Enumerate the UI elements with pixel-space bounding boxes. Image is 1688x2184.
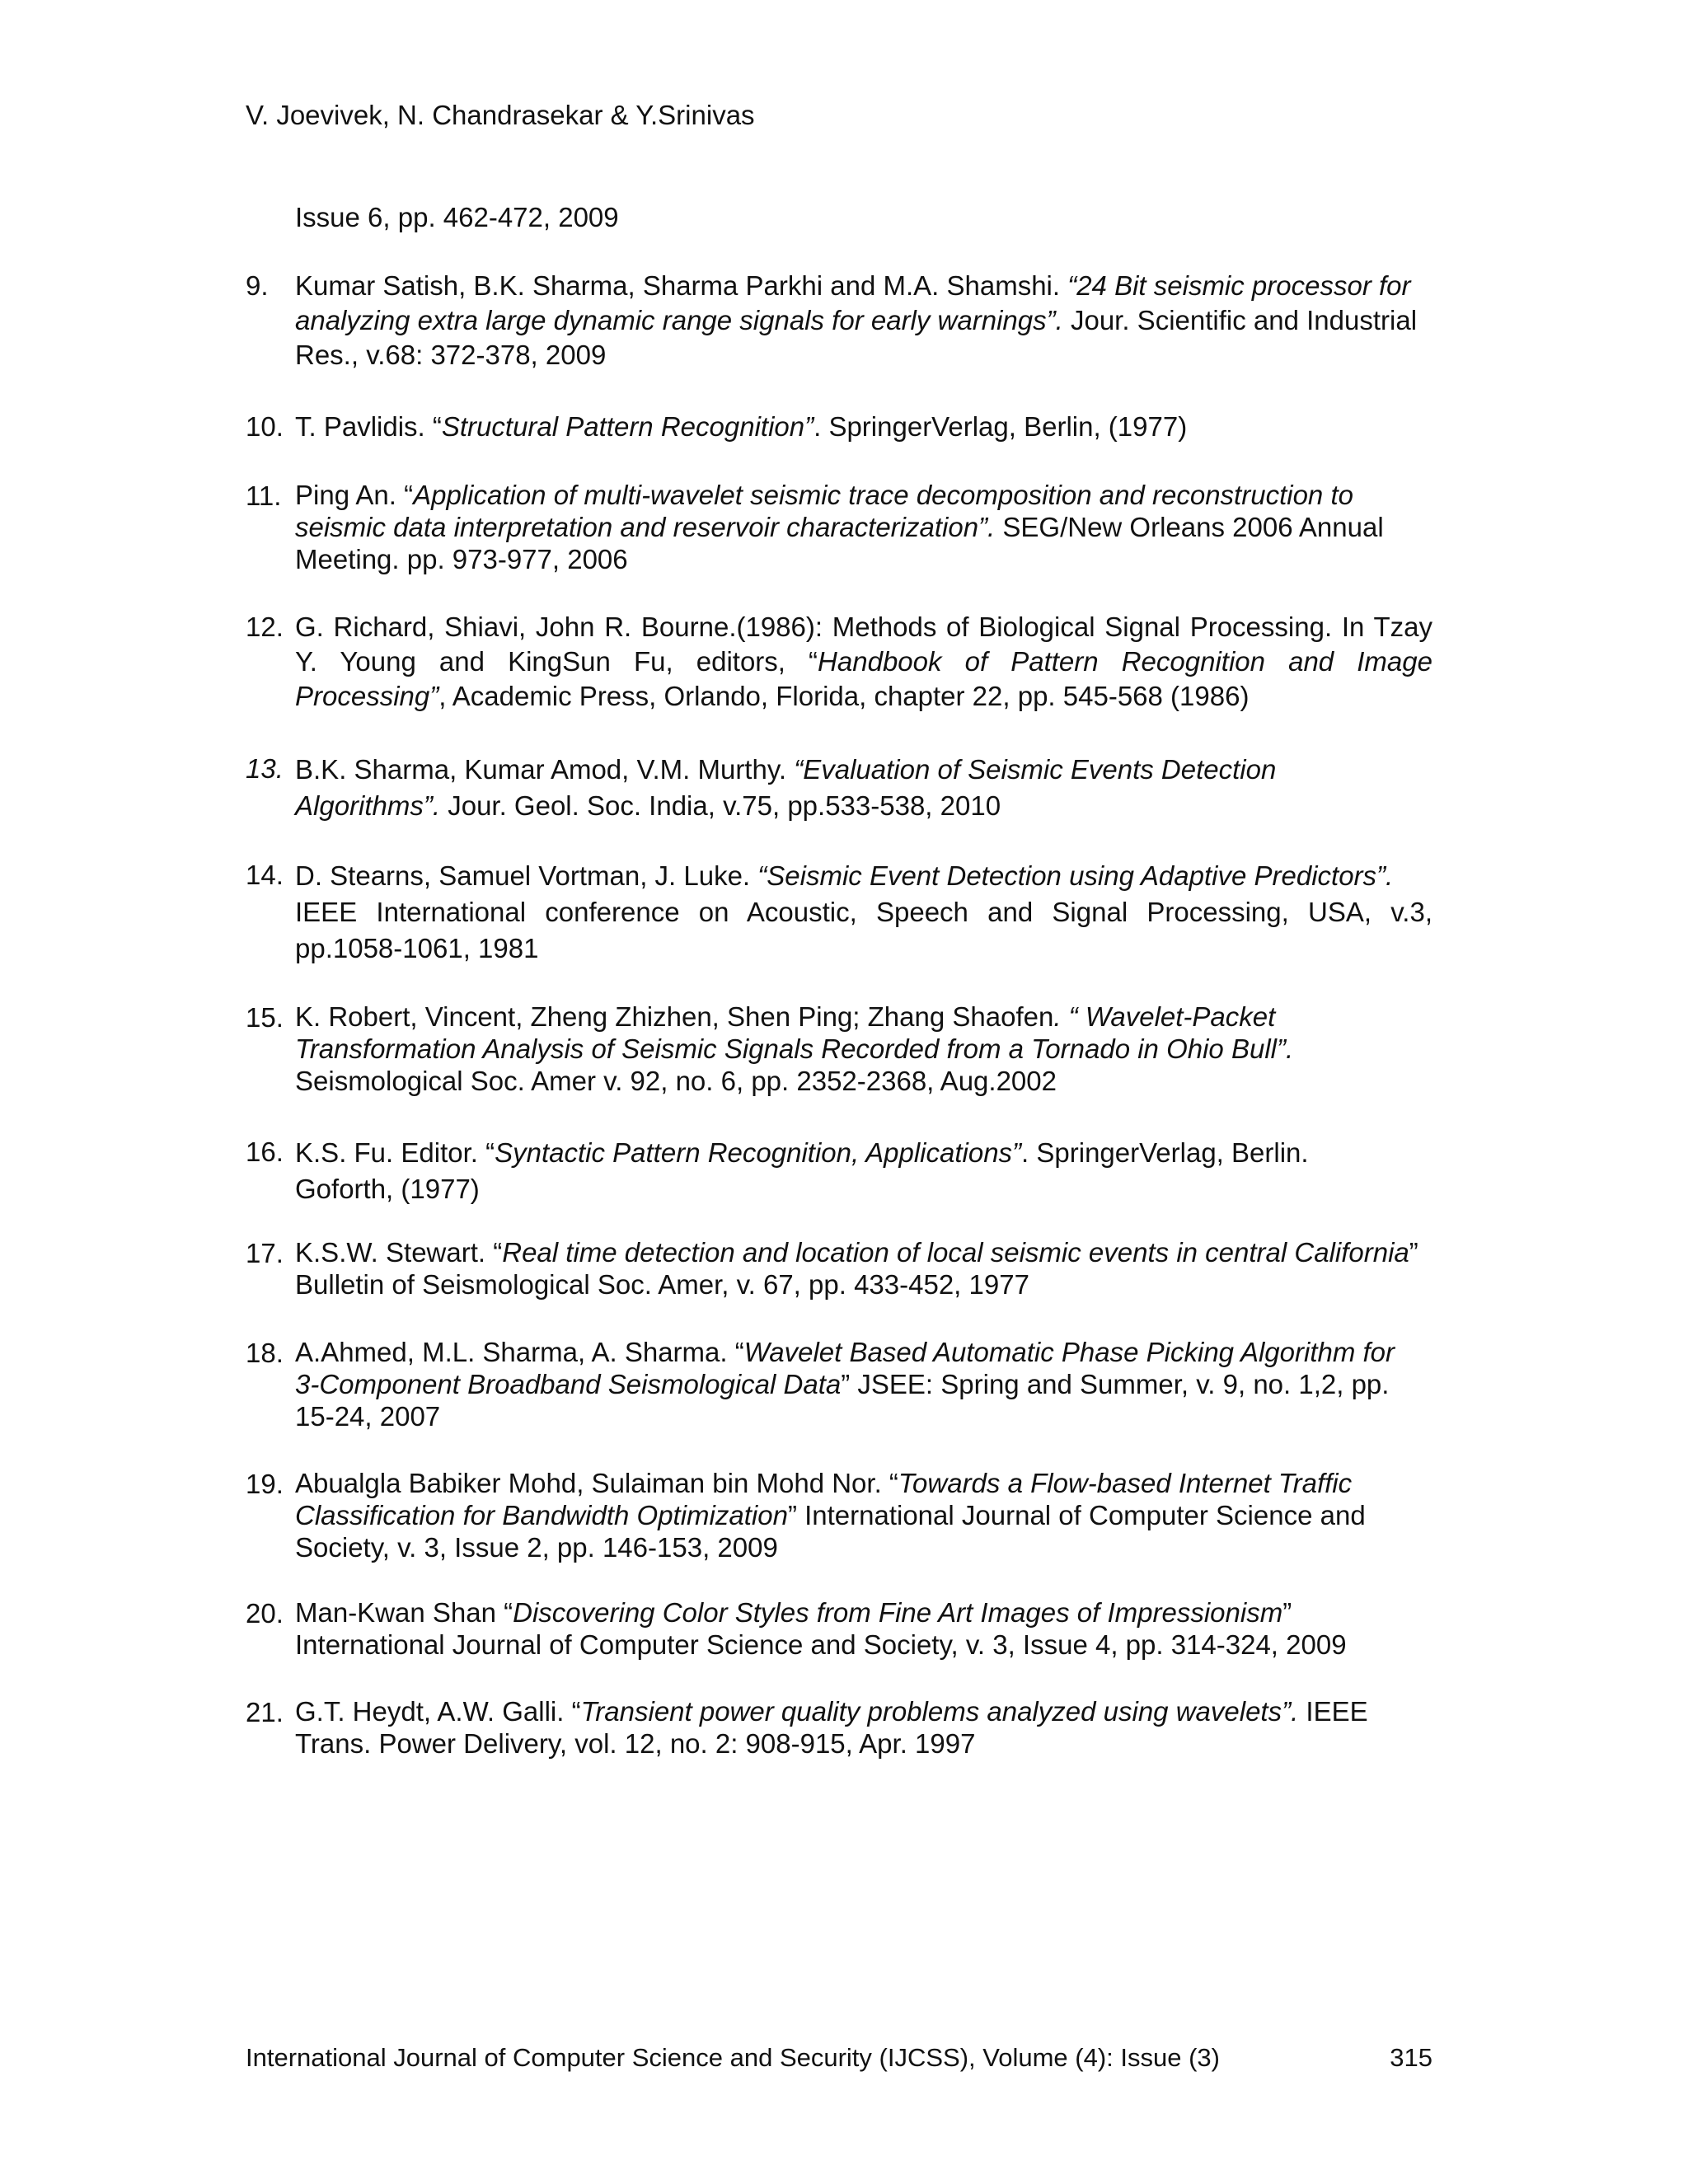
reference-number: 18. <box>246 1338 284 1368</box>
reference-9 <box>246 269 1432 373</box>
reference-number: 17. <box>246 1238 284 1268</box>
reference-text: G.T. Heydt, A.W. Galli. “Transient power quality problems analyzed using wavelets”. IEEE Trans. Power Delivery, vol. 12, no. 2: 908-915, Apr. 1997 <box>295 1696 1368 1759</box>
reference-number: 10. <box>246 411 284 442</box>
reference-8-continuation: Issue 6, pp. 462-472, 2009 <box>295 202 619 232</box>
reference-text: B.K. Sharma, Kumar Amod, V.M. Murthy. “Evaluation of Seismic Events Detection Algorithms”. Jour. Geol. Soc. India, v.75, pp.533-538, 2010 <box>295 754 1277 821</box>
reference-10 <box>246 410 1432 444</box>
reference-14 <box>246 858 1432 967</box>
running-header-authors: V. Joevivek, N. Chandrasekar & Y.Srinivas <box>246 100 755 130</box>
reference-text: Kumar Satish, B.K. Sharma, Sharma Parkhi and M.A. Shamshi. “24 Bit seismic processor for analyzing extra large dynamic range signals for early warnings”. Jour. Scientific and Industrial Res., v.68: 372-378, 2009 <box>295 270 1418 370</box>
reference-20 <box>246 1596 1432 1661</box>
reference-21 <box>246 1695 1432 1760</box>
reference-16 <box>246 1135 1432 1207</box>
reference-13 <box>246 752 1432 824</box>
reference-number: 16. <box>246 1137 284 1167</box>
running-footer <box>246 2041 1432 2074</box>
reference-text: Ping An. “Application of multi-wavelet seismic trace decomposition and reconstruction to seismic data interpretation and reservoir characterization”. SEG/New Orleans 2006 Annual Meeting. pp. 973-977, 2006 <box>295 480 1384 574</box>
reference-text: Abualgla Babiker Mohd, Sulaiman bin Mohd Nor. “Towards a Flow-based Internet Traffic Classification for Bandwidth Optimization” International Journal of Computer Science and Society, v. 3, Issue 2, pp. 146-153, 2009 <box>295 1468 1366 1563</box>
reference-number: 20. <box>246 1598 284 1629</box>
reference-11 <box>246 479 1432 575</box>
reference-text: A.Ahmed, M.L. Sharma, A. Sharma. “Wavelet Based Automatic Phase Picking Algorithm for 3-Component Broadband Seismological Data” JSEE: Spring and Summer, v. 9, no. 1,2, pp. 15-24, 2007 <box>295 1337 1395 1432</box>
reference-text: K. Robert, Vincent, Zheng Zhizhen, Shen Ping; Zhang Shaofen. “ Wavelet-Packet Transformation Analysis of Seismic Signals Recorded from a Tornado in Ohio Bull”. Seismological Soc. Amer v. 92, no. 6, pp. 2352-2368, Aug.2002 <box>295 1001 1294 1096</box>
reference-text: Man-Kwan Shan “Discovering Color Styles from Fine Art Images of Impressionism” International Journal of Computer Science and Society, v. 3, Issue 4, pp. 314-324, 2009 <box>295 1597 1347 1660</box>
reference-19 <box>246 1467 1432 1563</box>
reference-text: G. Richard, Shiavi, John R. Bourne.(1986): Methods of Biological Signal Processing. In Tzay Y. Young and KingSun Fu, editors, “Handbook of Pattern Recognition and Image Processing”, Academic Press, Orlando, Florida, chapter 22, pp. 545-568 (1986) <box>295 612 1432 711</box>
footer-journal-title: International Journal of Computer Science and Security (IJCSS), Volume (4): Issue (3) <box>246 2043 1220 2072</box>
reference-number: 11. <box>246 480 282 511</box>
reference-17 <box>246 1236 1432 1301</box>
reference-number: 15. <box>246 1002 284 1033</box>
reference-text: D. Stearns, Samuel Vortman, J. Luke. “Seismic Event Detection using Adaptive Predictors”. IEEE International conference on Acoustic, Speech and Signal Processing, USA, v.3, pp.1058-1061, 1981 <box>295 860 1432 963</box>
reference-12 <box>246 610 1432 714</box>
reference-number: 21. <box>246 1697 284 1727</box>
reference-number: 12. <box>246 612 284 642</box>
reference-text: T. Pavlidis. “Structural Pattern Recognition”. SpringerVerlag, Berlin, (1977) <box>295 411 1188 442</box>
reference-number: 13. <box>246 753 284 784</box>
reference-number: 19. <box>246 1469 284 1499</box>
page-number: 315 <box>1390 2043 1432 2072</box>
reference-number: 9. <box>246 270 269 301</box>
reference-15 <box>246 1001 1432 1097</box>
reference-18 <box>246 1336 1432 1432</box>
reference-number: 14. <box>246 860 284 890</box>
reference-text: K.S.W. Stewart. “Real time detection and location of local seismic events in central California” Bulletin of Seismological Soc. Amer, v. 67, pp. 433-452, 1977 <box>295 1237 1418 1300</box>
reference-text: K.S. Fu. Editor. “Syntactic Pattern Recognition, Applications”. SpringerVerlag, Berlin. Goforth, (1977) <box>295 1137 1309 1204</box>
